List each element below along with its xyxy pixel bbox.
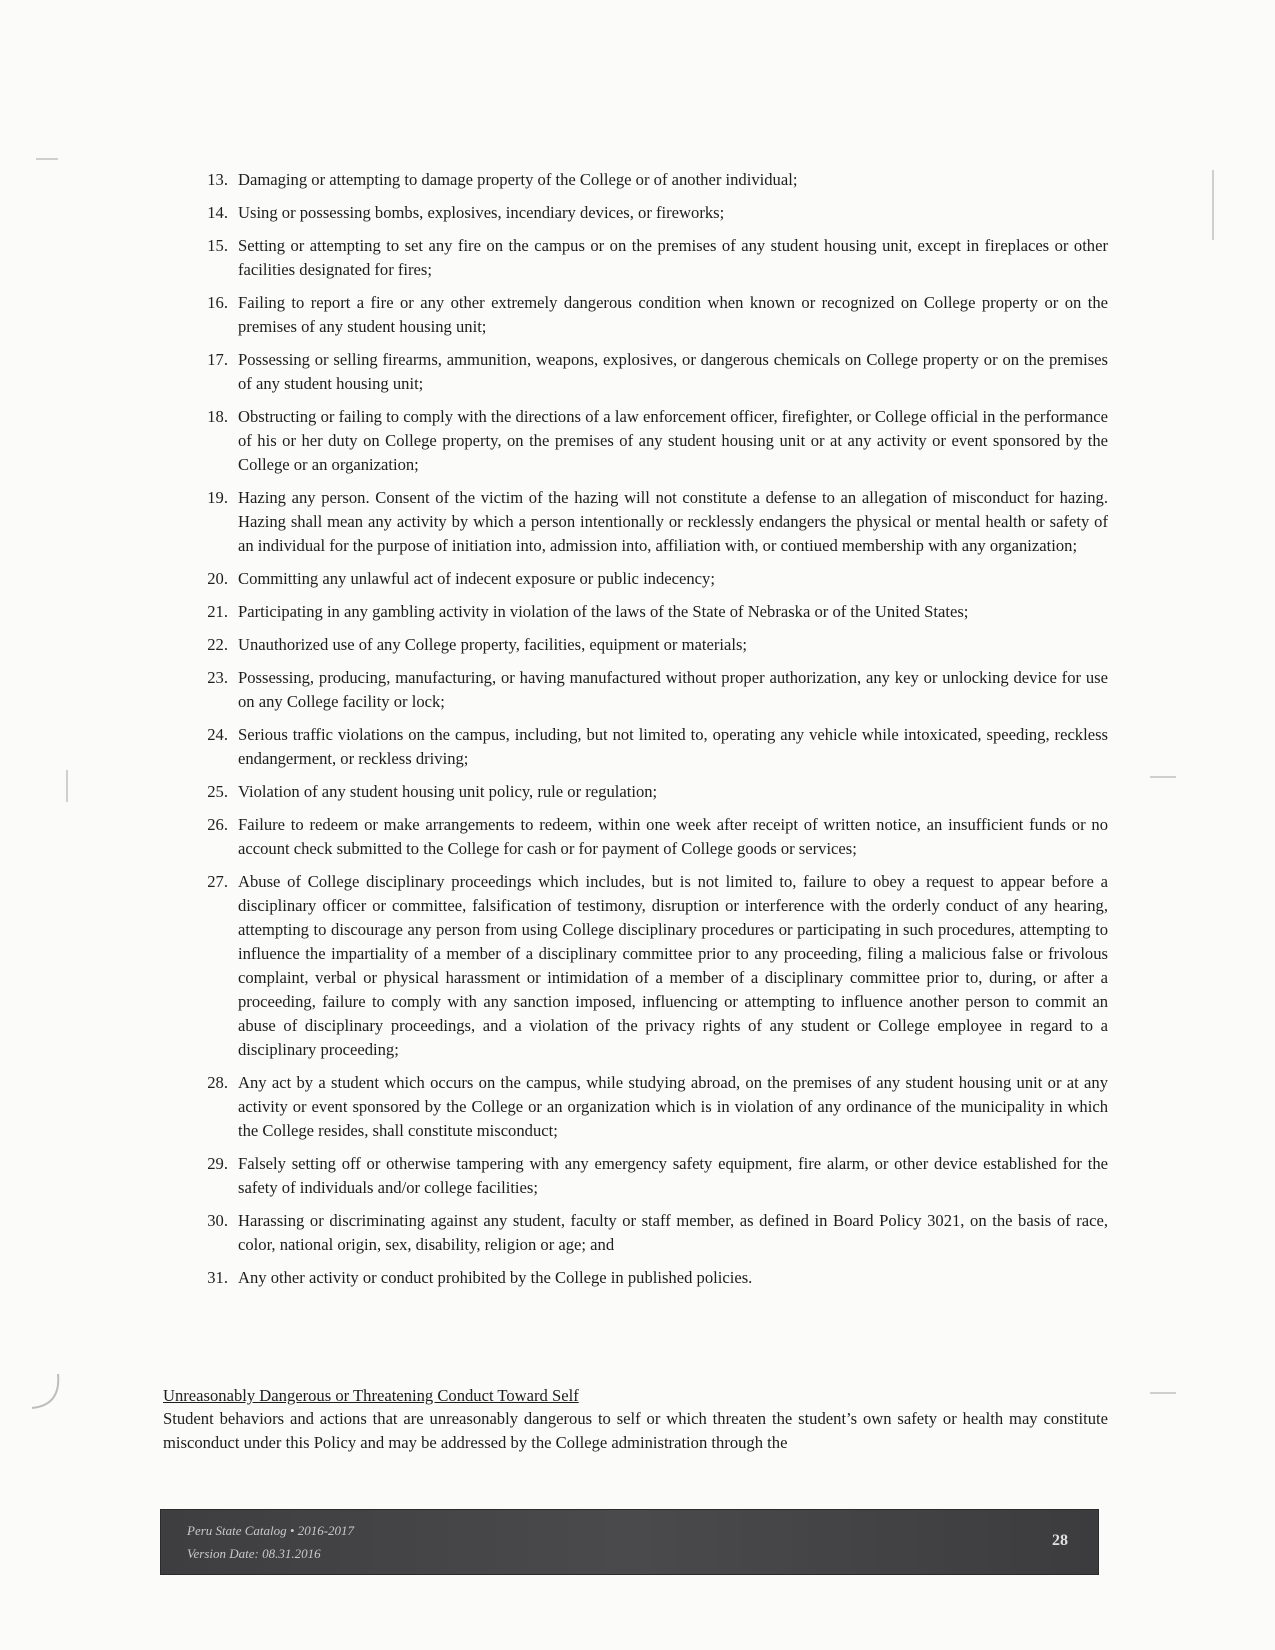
list-item xyxy=(198,201,1108,225)
item-text: Damaging or attempting to damage property of the College or of another individual; xyxy=(238,170,798,189)
item-text: Possessing, producing, manufacturing, or having manufactured without proper authorization, any key or unlocking device for use on any College facility or lock; xyxy=(238,668,1108,711)
list-item xyxy=(198,1266,1108,1290)
list-item xyxy=(198,567,1108,591)
section-heading: Unreasonably Dangerous or Threatening Conduct Toward Self xyxy=(163,1386,579,1405)
item-number: 23. xyxy=(207,668,228,687)
catalog-title: Peru State Catalog • 2016-2017 xyxy=(187,1523,355,1538)
list-item xyxy=(198,486,1108,558)
item-number: 27. xyxy=(207,872,228,891)
list-item xyxy=(198,600,1108,624)
item-number: 16. xyxy=(207,293,228,312)
scan-mark xyxy=(1212,170,1214,240)
version-date: Version Date: 08.31.2016 xyxy=(187,1546,321,1561)
item-text: Any act by a student which occurs on the campus, while studying abroad, on the premises of any student housing unit or at any activity or event sponsored by the College or an organization which is in violation of any ordinance of the municipality in which the College resides, shall constitute misconduct; xyxy=(238,1073,1108,1140)
item-number: 19. xyxy=(207,488,228,507)
list-item xyxy=(198,1071,1108,1143)
scan-mark xyxy=(66,770,68,802)
list-item xyxy=(198,723,1108,771)
list-item xyxy=(198,348,1108,396)
misconduct-list xyxy=(198,168,1108,1299)
item-text: Abuse of College disciplinary proceedings which includes, but is not limited to, failure to obey a request to appear before a disciplinary officer or committee, falsification of testimony, disruption or interference with the orderly conduct of any hearing, attempting to discourage any person from using College disciplinary procedures or participating in such procedures, attempting to influence the impartiality of a member of a disciplinary committee prior to any proceeding, filing a malicious false or frivolous complaint, verbal or physical harassment or intimidation of a member of a disciplinary committee prior to, during, or after a proceeding, failure to comply with any sanction imposed, influencing or attempting to influence another person to commit an abuse of disciplinary proceedings, and a violation of the privacy rights of any student or College employee in regard to a disciplinary proceeding; xyxy=(238,872,1108,1059)
item-number: 28. xyxy=(207,1073,228,1092)
item-number: 29. xyxy=(207,1154,228,1173)
item-number: 26. xyxy=(207,815,228,834)
item-text: Violation of any student housing unit policy, rule or regulation; xyxy=(238,782,658,801)
item-text: Setting or attempting to set any fire on the campus or on the premises of any student housing unit, except in fireplaces or other facilities designated for fires; xyxy=(238,236,1108,279)
item-number: 15. xyxy=(207,236,228,255)
page-number: 28 xyxy=(1052,1532,1068,1549)
item-text: Failure to redeem or make arrangements to redeem, within one week after receipt of written notice, an insufficient funds or no account check submitted to the College for cash or for payment of College goods or services; xyxy=(238,815,1108,858)
item-text: Committing any unlawful act of indecent exposure or public indecency; xyxy=(238,569,715,588)
list-item xyxy=(198,813,1108,861)
item-text: Falsely setting off or otherwise tampering with any emergency safety equipment, fire alarm, or other device established for the safety of individuals and/or college facilities; xyxy=(238,1154,1108,1197)
item-text: Obstructing or failing to comply with the directions of a law enforcement officer, firefighter, or College official in the performance of his or her duty on College property, on the premises of any student housing unit or at any activity or event sponsored by the College or an organization; xyxy=(238,407,1108,474)
list-item xyxy=(198,168,1108,192)
item-text: Using or possessing bombs, explosives, incendiary devices, or fireworks; xyxy=(238,203,725,222)
list-item xyxy=(198,405,1108,477)
list-item xyxy=(198,666,1108,714)
list-item xyxy=(198,780,1108,804)
scan-mark xyxy=(1150,776,1176,778)
item-text: Any other activity or conduct prohibited by the College in published policies. xyxy=(238,1268,753,1287)
item-text: Possessing or selling firearms, ammunition, weapons, explosives, or dangerous chemicals on College property or on the premises of any student housing unit; xyxy=(238,350,1108,393)
conduct-toward-self-section xyxy=(163,1384,1108,1455)
item-text: Hazing any person. Consent of the victim of the hazing will not constitute a defense to an allegation of misconduct for hazing. Hazing shall mean any activity by which a person intentionally or recklessly endangers the physical or mental health or safety of an individual for the purpose of initiation into, admission into, affiliation with, or contiued membership with any organization; xyxy=(238,488,1108,555)
item-number: 24. xyxy=(207,725,228,744)
item-number: 30. xyxy=(207,1211,228,1230)
page-footer xyxy=(160,1509,1099,1575)
item-number: 17. xyxy=(207,350,228,369)
item-text: Participating in any gambling activity in violation of the laws of the State of Nebraska or of the United States; xyxy=(238,602,969,621)
item-text: Unauthorized use of any College property, facilities, equipment or materials; xyxy=(238,635,748,654)
item-text: Serious traffic violations on the campus, including, but not limited to, operating any vehicle while intoxicated, speeding, reckless endangerment, or reckless driving; xyxy=(238,725,1108,768)
list-item xyxy=(198,1209,1108,1257)
scan-mark xyxy=(1150,1392,1176,1394)
list-item xyxy=(198,291,1108,339)
item-number: 14. xyxy=(207,203,228,222)
item-number: 22. xyxy=(207,635,228,654)
item-number: 21. xyxy=(207,602,228,621)
section-paragraph: Student behaviors and actions that are unreasonably dangerous to self or which threaten the student’s own safety or health may constitute misconduct under this Policy and may be addressed by the College administration through the xyxy=(163,1409,1108,1452)
item-number: 13. xyxy=(207,170,228,189)
list-item xyxy=(198,1152,1108,1200)
list-item xyxy=(198,870,1108,1062)
item-number: 31. xyxy=(207,1268,228,1287)
binding-hole-mark xyxy=(28,1372,62,1412)
item-text: Failing to report a fire or any other extremely dangerous condition when known or recognized on College property or on the premises of any student housing unit; xyxy=(238,293,1108,336)
item-number: 25. xyxy=(207,782,228,801)
list-item xyxy=(198,633,1108,657)
item-number: 20. xyxy=(207,569,228,588)
item-number: 18. xyxy=(207,407,228,426)
item-text: Harassing or discriminating against any student, faculty or staff member, as defined in Board Policy 3021, on the basis of race, color, national origin, sex, disability, religion or age; and xyxy=(238,1211,1108,1254)
list-item xyxy=(198,234,1108,282)
scan-mark xyxy=(36,158,58,160)
